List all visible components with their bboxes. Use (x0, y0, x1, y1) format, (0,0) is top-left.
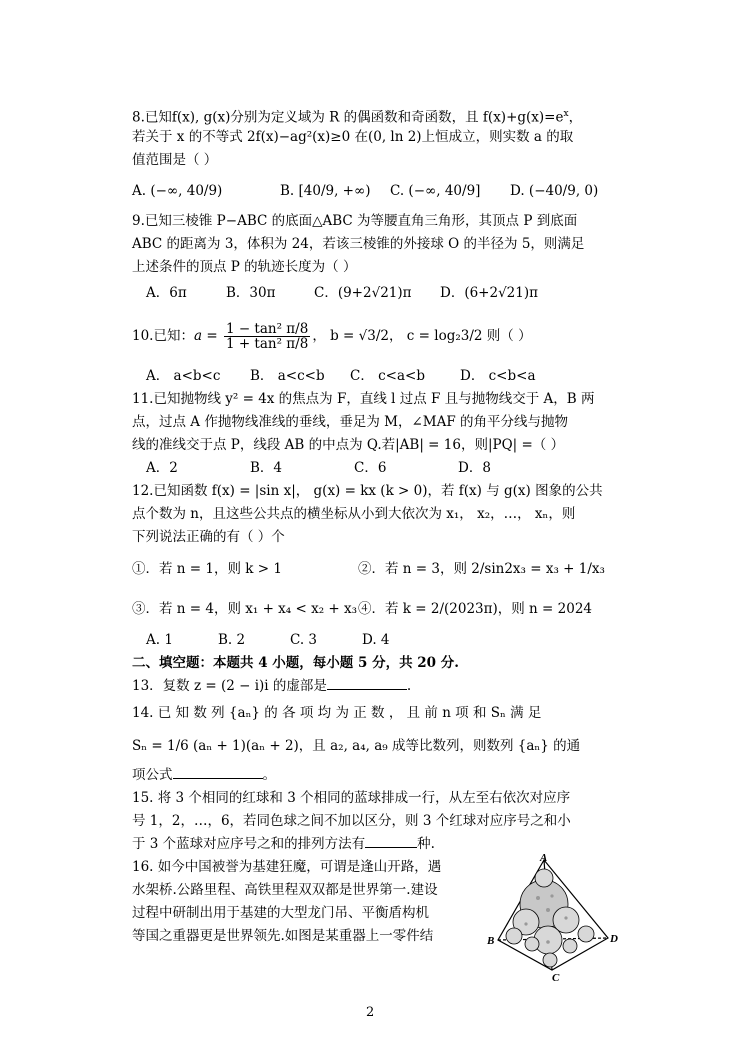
q12-statements-1 (132, 549, 622, 589)
q10-option-a: A． a<b<c (146, 368, 221, 384)
q12-option-b: B. 2 (218, 632, 246, 648)
q11-line1: 11.已知抛物线 y² = 4x 的焦点为 F，直线 l 过点 F 且与抛物线交于 A，B 两 (132, 391, 595, 407)
q15-line1: 15. 将 3 个相同的红球和 3 个相同的蓝球排成一行，从左至右依次对应序 (132, 790, 571, 806)
q8-option-c: C. (−∞, 40/9] (390, 183, 481, 199)
q8-line2: 若关于 x 的不等式 2f(x)−ag²(x)≥0 在(0, ln 2)上恒成立，则实数 a 的取 (132, 129, 574, 145)
q12-statement-1: ①．若 n = 1，则 k > 1 (132, 561, 282, 577)
q13-answer-blank[interactable] (327, 675, 407, 690)
q8-option-d: D. (−40/9, 0) (510, 183, 599, 199)
q11-line3: 线的准线交于点 P，线段 AB 的中点为 Q.若|AB| = 16，则|PQ| =（ ） (132, 437, 565, 453)
q11-line2: 点，过点 A 作抛物线准线的垂线，垂足为 M，∠MAF 的角平分线与抛物 (132, 414, 568, 430)
q10-c: c = log₂3/2 (406, 328, 483, 344)
q16-line4: 等国之重器更是世界领先.如图是某重器上一零件结 (132, 928, 434, 944)
q12-line1: 12.已知函数 f(x) = |sin x|， g(x) = kx (k > 0)，若 f(x) 与 g(x) 图象的公共 (132, 483, 603, 499)
q13-line: 13．复数 z = (2 − i)i 的虚部是 . (132, 675, 622, 698)
q11-option-b: B．4 (250, 460, 283, 476)
q10-options (132, 365, 622, 388)
figure-label-d: D (610, 933, 618, 945)
figure-label-b: B (487, 935, 495, 947)
tetrahedron-spheres-figure (486, 852, 626, 982)
page-number: 2 (366, 1005, 375, 1020)
q16-line3: 过程中研制出用于基建的大型龙门吊、平衡盾构机 (132, 905, 429, 921)
q9-option-c: C．(9+2√21)π (314, 285, 412, 301)
q14-line1: 14. 已 知 数 列 {aₙ} 的 各 项 均 为 正 数 ， 且 前 n 项 和 Sₙ 满 足 (132, 705, 542, 721)
q10-line: 10.已知：a = $\frac{\text{1 − tan² π/8}}{\text{1 + tan² π/8}}$ ， b = √3/2， c = log₂3/2 则（ ） (132, 321, 532, 352)
q12-options (132, 629, 622, 652)
q9-line3: 上述条件的顶点 P 的轨迹长度为（ ） (132, 259, 357, 275)
q12-statements-2 (132, 589, 622, 629)
q16-line2: 水架桥.公路里程、高铁里程双双都是世界第一.建设 (132, 882, 438, 898)
q8-option-a: A. (−∞, 40/9) (132, 183, 223, 199)
q9-line1: 9.已知三棱锥 P−ABC 的底面△ABC 为等腰直角三角形，其顶点 P 到底面 (132, 213, 578, 229)
q12-option-d: D. 4 (362, 632, 390, 648)
q14-line3: 项公式 。 (132, 764, 622, 787)
q9-line2: ABC 的距离为 3，体积为 24，若该三棱锥的外接球 O 的半径为 5，则满足 (132, 236, 585, 252)
q11-option-c: C．6 (354, 460, 387, 476)
section-heading: 二、填空题：本题共 4 小题，每小题 5 分，共 20 分. (132, 655, 459, 671)
q10-option-c: C． c<a<b (350, 368, 425, 384)
figure-label-c: C (552, 972, 560, 982)
q12-option-c: C. 3 (290, 632, 318, 648)
q15-line3: 于 3 个蓝球对应序号之和的排列方法有 种. (132, 833, 622, 856)
q12-statement-2: ②．若 n = 3，则 2/sin2x₃ = x₃ + 1/x₃ (358, 561, 605, 577)
q10-a-fraction: $\frac{\text{1 − tan² π/8}}{\text{1 + tan² π/8}}$ (225, 321, 309, 352)
q15-line2: 号 1，2，…，6，若同色球之间不加以区分，则 3 个红球对应序号之和小 (132, 813, 571, 829)
q12-statement-4: ④．若 k = 2/(2023π)，则 n = 2024 (358, 601, 593, 617)
q12-line2: 点个数为 n，且这些公共点的横坐标从小到大依次为 x₁， x₂，…， xₙ，则 (132, 506, 576, 522)
q11-option-d: D．8 (458, 460, 491, 476)
q15-answer-blank[interactable] (365, 833, 417, 848)
q14-answer-blank[interactable] (173, 764, 263, 779)
q10-option-d: D． c<b<a (460, 368, 536, 384)
figure-label-a: A (540, 852, 548, 864)
q8-option-b: B. [40/9, +∞) (280, 183, 371, 199)
q10-b: b = √3/2 (330, 328, 389, 344)
q9-option-d: D．(6+2√21)π (440, 285, 539, 301)
q14-line2: Sₙ = 1/6 (aₙ + 1)(aₙ + 2)，且 a₂, a₄, a₉ 成等比数列，则数列 {aₙ} 的通 (132, 738, 581, 754)
q11-option-a: A．2 (146, 460, 178, 476)
q12-line3: 下列说法正确的有（ ）个 (132, 529, 285, 545)
q8-options (132, 172, 622, 210)
q10-option-b: B． a<c<b (250, 368, 325, 384)
q12-option-a: A. 1 (146, 632, 173, 648)
q8-line1: 8.已知f(x), g(x)分别为定义域为 R 的偶函数和奇函数，且 $f(x)+g(x)=e^x$， (132, 109, 583, 126)
q8-line3: 值范围是（ ） (132, 152, 218, 168)
q11-options (132, 457, 622, 480)
q9-options (132, 279, 622, 307)
q16-line1: 16. 如今中国被誉为基建狂魔，可谓是逢山开路，遇 (132, 859, 442, 875)
q9-option-a: A．6π (146, 285, 187, 301)
q9-option-b: B．30π (226, 285, 276, 301)
questions (132, 103, 622, 948)
q12-statement-3: ③．若 n = 4，则 x₁ + x₄ < x₂ + x₃ (132, 601, 358, 617)
